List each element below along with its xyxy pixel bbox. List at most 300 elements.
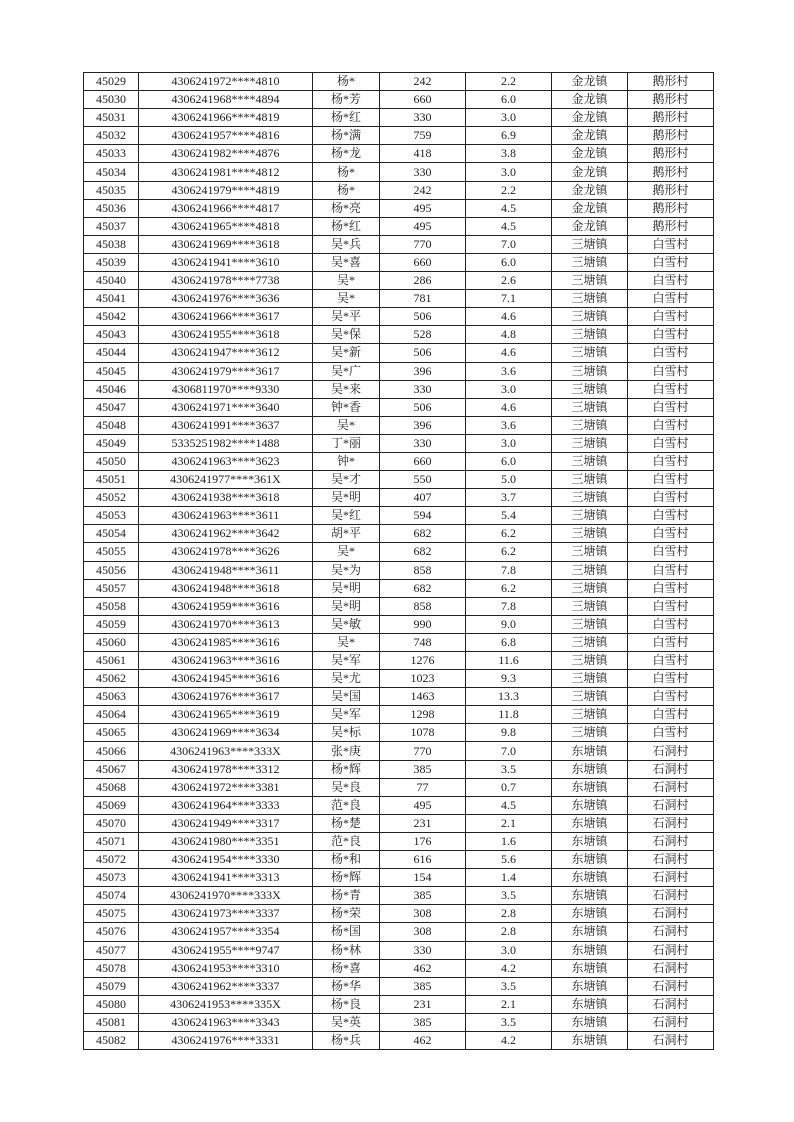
area-cell: 6.2 [466,543,552,561]
serial-number-cell: 45044 [84,344,139,362]
name-cell: 吴*标 [313,724,380,742]
serial-number-cell: 45078 [84,959,139,977]
amount-cell: 770 [380,742,466,760]
village-cell: 白雪村 [628,670,714,688]
area-cell: 9.8 [466,724,552,742]
town-cell: 金龙镇 [552,109,628,127]
table-row [84,181,714,199]
village-cell: 石洞村 [628,1013,714,1031]
amount-cell: 506 [380,308,466,326]
serial-number-cell: 45068 [84,778,139,796]
name-cell: 范*良 [313,796,380,814]
table-row [84,851,714,869]
amount-cell: 682 [380,579,466,597]
village-cell: 白雪村 [628,434,714,452]
village-cell: 石洞村 [628,832,714,850]
name-cell: 吴*明 [313,489,380,507]
village-cell: 鹅形村 [628,109,714,127]
village-cell: 鹅形村 [628,181,714,199]
amount-cell: 660 [380,452,466,470]
table-row [84,253,714,271]
serial-number-cell: 45056 [84,561,139,579]
village-cell: 白雪村 [628,344,714,362]
table-row [84,489,714,507]
id-number-cell: 4306241948****3618 [139,579,313,597]
name-cell: 吴*平 [313,308,380,326]
serial-number-cell: 45045 [84,362,139,380]
amount-cell: 759 [380,127,466,145]
serial-number-cell: 45062 [84,670,139,688]
village-cell: 石洞村 [628,941,714,959]
id-number-cell: 4306241977****361X [139,471,313,489]
id-number-cell: 4306241976****3617 [139,688,313,706]
village-cell: 白雪村 [628,724,714,742]
area-cell: 6.0 [466,91,552,109]
table-row [84,290,714,308]
amount-cell: 308 [380,923,466,941]
name-cell: 吴* [313,272,380,290]
area-cell: 2.6 [466,272,552,290]
village-cell: 石洞村 [628,1031,714,1049]
area-cell: 7.0 [466,235,552,253]
area-cell: 7.0 [466,742,552,760]
name-cell: 丁*丽 [313,434,380,452]
table-row [84,778,714,796]
area-cell: 3.8 [466,145,552,163]
amount-cell: 781 [380,290,466,308]
town-cell: 东塘镇 [552,1013,628,1031]
area-cell: 9.3 [466,670,552,688]
town-cell: 三塘镇 [552,525,628,543]
id-number-cell: 4306241968****4894 [139,91,313,109]
amount-cell: 1298 [380,706,466,724]
serial-number-cell: 45076 [84,923,139,941]
village-cell: 石洞村 [628,887,714,905]
area-cell: 0.7 [466,778,552,796]
area-cell: 2.1 [466,995,552,1013]
table-row [84,272,714,290]
amount-cell: 990 [380,615,466,633]
area-cell: 5.0 [466,471,552,489]
name-cell: 吴*来 [313,380,380,398]
serial-number-cell: 45066 [84,742,139,760]
area-cell: 4.6 [466,344,552,362]
table-row [84,380,714,398]
village-cell: 鹅形村 [628,163,714,181]
serial-number-cell: 45071 [84,832,139,850]
village-cell: 白雪村 [628,615,714,633]
id-number-cell: 4306241979****4819 [139,181,313,199]
area-cell: 4.5 [466,796,552,814]
village-cell: 石洞村 [628,851,714,869]
town-cell: 三塘镇 [552,688,628,706]
serial-number-cell: 45075 [84,905,139,923]
town-cell: 金龙镇 [552,199,628,217]
serial-number-cell: 45055 [84,543,139,561]
town-cell: 三塘镇 [552,507,628,525]
town-cell: 三塘镇 [552,344,628,362]
area-cell: 3.5 [466,760,552,778]
id-number-cell: 4306241962****3337 [139,977,313,995]
name-cell: 杨* [313,163,380,181]
area-cell: 4.5 [466,199,552,217]
village-cell: 鹅形村 [628,91,714,109]
area-cell: 4.6 [466,308,552,326]
name-cell: 吴* [313,290,380,308]
name-cell: 吴*良 [313,778,380,796]
area-cell: 7.8 [466,561,552,579]
serial-number-cell: 45030 [84,91,139,109]
serial-number-cell: 45079 [84,977,139,995]
table-row [84,814,714,832]
town-cell: 东塘镇 [552,760,628,778]
name-cell: 吴*红 [313,507,380,525]
id-number-cell: 4306241957****4816 [139,127,313,145]
village-cell: 白雪村 [628,543,714,561]
serial-number-cell: 45082 [84,1031,139,1049]
area-cell: 4.2 [466,1031,552,1049]
table-row [84,561,714,579]
serial-number-cell: 45034 [84,163,139,181]
table-row [84,398,714,416]
town-cell: 三塘镇 [552,489,628,507]
id-number-cell: 4306241941****3610 [139,253,313,271]
village-cell: 白雪村 [628,471,714,489]
town-cell: 东塘镇 [552,869,628,887]
table-row [84,995,714,1013]
area-cell: 6.0 [466,253,552,271]
serial-number-cell: 45081 [84,1013,139,1031]
village-cell: 石洞村 [628,995,714,1013]
id-number-cell: 4306241963****3611 [139,507,313,525]
amount-cell: 330 [380,941,466,959]
serial-number-cell: 45039 [84,253,139,271]
town-cell: 三塘镇 [552,615,628,633]
amount-cell: 231 [380,814,466,832]
village-cell: 鹅形村 [628,199,714,217]
serial-number-cell: 45053 [84,507,139,525]
id-number-cell: 4306241963****333X [139,742,313,760]
village-cell: 白雪村 [628,561,714,579]
serial-number-cell: 45080 [84,995,139,1013]
name-cell: 吴*军 [313,706,380,724]
area-cell: 3.0 [466,109,552,127]
town-cell: 三塘镇 [552,362,628,380]
area-cell: 7.1 [466,290,552,308]
table-row [84,452,714,470]
table-row [84,91,714,109]
town-cell: 三塘镇 [552,652,628,670]
village-cell: 石洞村 [628,977,714,995]
town-cell: 东塘镇 [552,814,628,832]
amount-cell: 1078 [380,724,466,742]
village-cell: 白雪村 [628,326,714,344]
name-cell: 吴*国 [313,688,380,706]
town-cell: 金龙镇 [552,181,628,199]
village-cell: 白雪村 [628,507,714,525]
amount-cell: 418 [380,145,466,163]
id-number-cell: 4306241963****3616 [139,652,313,670]
village-cell: 鹅形村 [628,145,714,163]
records-table [83,72,714,1050]
name-cell: 钟* [313,452,380,470]
amount-cell: 330 [380,163,466,181]
town-cell: 三塘镇 [552,543,628,561]
town-cell: 三塘镇 [552,633,628,651]
village-cell: 白雪村 [628,489,714,507]
serial-number-cell: 45050 [84,452,139,470]
id-number-cell: 4306241969****3634 [139,724,313,742]
name-cell: 胡*平 [313,525,380,543]
table-row [84,145,714,163]
amount-cell: 385 [380,977,466,995]
town-cell: 东塘镇 [552,923,628,941]
amount-cell: 528 [380,326,466,344]
area-cell: 3.5 [466,1013,552,1031]
amount-cell: 682 [380,543,466,561]
town-cell: 三塘镇 [552,579,628,597]
serial-number-cell: 45052 [84,489,139,507]
amount-cell: 770 [380,235,466,253]
name-cell: 吴*广 [313,362,380,380]
town-cell: 三塘镇 [552,326,628,344]
amount-cell: 495 [380,796,466,814]
table-row [84,905,714,923]
amount-cell: 462 [380,1031,466,1049]
town-cell: 东塘镇 [552,778,628,796]
amount-cell: 385 [380,887,466,905]
area-cell: 3.6 [466,362,552,380]
area-cell: 7.8 [466,597,552,615]
id-number-cell: 4306241941****3313 [139,869,313,887]
village-cell: 白雪村 [628,362,714,380]
table-row [84,109,714,127]
area-cell: 2.8 [466,923,552,941]
id-number-cell: 4306241982****4876 [139,145,313,163]
table-row [84,724,714,742]
table-row [84,217,714,235]
amount-cell: 495 [380,217,466,235]
serial-number-cell: 45041 [84,290,139,308]
name-cell: 杨*亮 [313,199,380,217]
amount-cell: 682 [380,525,466,543]
area-cell: 4.6 [466,398,552,416]
table-row [84,127,714,145]
id-number-cell: 4306241966****3617 [139,308,313,326]
town-cell: 三塘镇 [552,561,628,579]
id-number-cell: 4306241963****3343 [139,1013,313,1031]
area-cell: 6.0 [466,452,552,470]
town-cell: 金龙镇 [552,145,628,163]
table-row [84,199,714,217]
town-cell: 三塘镇 [552,290,628,308]
name-cell: 杨*辉 [313,760,380,778]
town-cell: 东塘镇 [552,887,628,905]
village-cell: 白雪村 [628,308,714,326]
town-cell: 金龙镇 [552,163,628,181]
id-number-cell: 4306241955****3618 [139,326,313,344]
name-cell: 杨* [313,181,380,199]
table-row [84,742,714,760]
name-cell: 吴*尤 [313,670,380,688]
serial-number-cell: 45038 [84,235,139,253]
id-number-cell: 4306811970****9330 [139,380,313,398]
name-cell: 杨*荣 [313,905,380,923]
name-cell: 吴*英 [313,1013,380,1031]
id-number-cell: 4306241972****4810 [139,73,313,91]
area-cell: 2.8 [466,905,552,923]
id-number-cell: 4306241947****3612 [139,344,313,362]
table-row [84,832,714,850]
id-number-cell: 4306241981****4812 [139,163,313,181]
village-cell: 石洞村 [628,959,714,977]
serial-number-cell: 45043 [84,326,139,344]
amount-cell: 1276 [380,652,466,670]
area-cell: 3.0 [466,380,552,398]
serial-number-cell: 45054 [84,525,139,543]
area-cell: 6.8 [466,633,552,651]
village-cell: 石洞村 [628,869,714,887]
amount-cell: 506 [380,344,466,362]
serial-number-cell: 45067 [84,760,139,778]
table-row [84,507,714,525]
amount-cell: 1023 [380,670,466,688]
table-row [84,543,714,561]
name-cell: 吴*为 [313,561,380,579]
town-cell: 三塘镇 [552,724,628,742]
village-cell: 白雪村 [628,688,714,706]
id-number-cell: 4306241976****3636 [139,290,313,308]
name-cell: 吴*才 [313,471,380,489]
id-number-cell: 4306241962****3642 [139,525,313,543]
table-row [84,1013,714,1031]
area-cell: 3.0 [466,434,552,452]
town-cell: 东塘镇 [552,796,628,814]
table-row [84,923,714,941]
area-cell: 5.6 [466,851,552,869]
name-cell: 吴*军 [313,652,380,670]
amount-cell: 330 [380,380,466,398]
amount-cell: 396 [380,362,466,380]
table-row [84,941,714,959]
area-cell: 13.3 [466,688,552,706]
id-number-cell: 4306241978****3626 [139,543,313,561]
table-row [84,633,714,651]
serial-number-cell: 45059 [84,615,139,633]
amount-cell: 594 [380,507,466,525]
name-cell: 杨*华 [313,977,380,995]
village-cell: 白雪村 [628,633,714,651]
table-row [84,670,714,688]
name-cell: 吴* [313,543,380,561]
table-row [84,416,714,434]
town-cell: 东塘镇 [552,1031,628,1049]
table-row [84,977,714,995]
village-cell: 鹅形村 [628,127,714,145]
town-cell: 东塘镇 [552,851,628,869]
table-row [84,615,714,633]
id-number-cell: 4306241959****3616 [139,597,313,615]
serial-number-cell: 45063 [84,688,139,706]
id-number-cell: 4306241979****3617 [139,362,313,380]
village-cell: 白雪村 [628,290,714,308]
name-cell: 杨*林 [313,941,380,959]
area-cell: 5.4 [466,507,552,525]
amount-cell: 748 [380,633,466,651]
amount-cell: 396 [380,416,466,434]
id-number-cell: 4306241966****4819 [139,109,313,127]
town-cell: 金龙镇 [552,217,628,235]
table-row [84,579,714,597]
area-cell: 1.4 [466,869,552,887]
area-cell: 2.1 [466,814,552,832]
amount-cell: 330 [380,109,466,127]
serial-number-cell: 45046 [84,380,139,398]
name-cell: 吴*新 [313,344,380,362]
name-cell: 吴*兵 [313,235,380,253]
table-row [84,796,714,814]
amount-cell: 1463 [380,688,466,706]
name-cell: 钟*香 [313,398,380,416]
id-number-cell: 4306241980****3351 [139,832,313,850]
town-cell: 东塘镇 [552,977,628,995]
table-row [84,326,714,344]
town-cell: 三塘镇 [552,434,628,452]
id-number-cell: 4306241976****3331 [139,1031,313,1049]
serial-number-cell: 45035 [84,181,139,199]
table-row [84,652,714,670]
amount-cell: 77 [380,778,466,796]
village-cell: 白雪村 [628,706,714,724]
area-cell: 1.6 [466,832,552,850]
serial-number-cell: 45064 [84,706,139,724]
name-cell: 吴*明 [313,597,380,615]
table-row [84,434,714,452]
town-cell: 三塘镇 [552,416,628,434]
area-cell: 3.6 [466,416,552,434]
town-cell: 三塘镇 [552,272,628,290]
town-cell: 东塘镇 [552,959,628,977]
serial-number-cell: 45033 [84,145,139,163]
name-cell: 吴*喜 [313,253,380,271]
village-cell: 白雪村 [628,416,714,434]
table-row [84,471,714,489]
town-cell: 三塘镇 [552,597,628,615]
serial-number-cell: 45070 [84,814,139,832]
serial-number-cell: 45073 [84,869,139,887]
serial-number-cell: 45058 [84,597,139,615]
name-cell: 杨*龙 [313,145,380,163]
table-row [84,887,714,905]
name-cell: 杨*满 [313,127,380,145]
id-number-cell: 4306241953****3310 [139,959,313,977]
amount-cell: 231 [380,995,466,1013]
name-cell: 范*良 [313,832,380,850]
serial-number-cell: 45031 [84,109,139,127]
amount-cell: 506 [380,398,466,416]
id-number-cell: 4306241963****3623 [139,452,313,470]
amount-cell: 286 [380,272,466,290]
amount-cell: 385 [380,1013,466,1031]
serial-number-cell: 45036 [84,199,139,217]
name-cell: 吴*明 [313,579,380,597]
village-cell: 白雪村 [628,452,714,470]
town-cell: 三塘镇 [552,398,628,416]
village-cell: 鹅形村 [628,73,714,91]
id-number-cell: 4306241957****3354 [139,923,313,941]
village-cell: 白雪村 [628,579,714,597]
table-row [84,959,714,977]
